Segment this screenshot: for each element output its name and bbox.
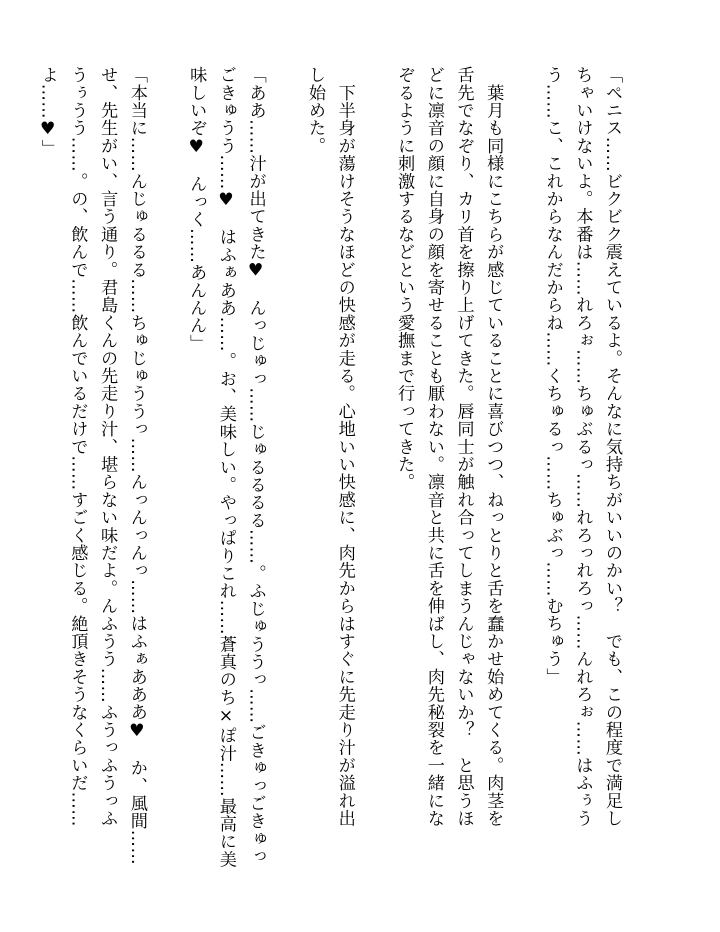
text-line: 葉月も同様にこちらが感じていることに喜びつつ、ねっとりと舌を蠢かせ始めてくる。肉茎を — [483, 66, 504, 828]
text-line: 舌先でなぞり、カリ首を擦り上げてきた。唇同士が触れ合ってしまうんじゃないか？ と思うほ — [453, 66, 474, 828]
text-line: 「ペニス……ビクビク震えているよ。そんなに気持ちがいいのかい？ でも、この程度で満足し — [602, 66, 622, 828]
text-line: うぅうう……。の、飲んで……飲んでいるだけで……すごく感じる。絶頂きそうなくらいだ…… — [67, 66, 88, 827]
text-line: 下半身が蕩けそうなほどの快感が走る。心地いい快感に、肉先からはすぐに先走り汁が溢れ出 — [334, 66, 355, 828]
text-line: ごきゅうう……♥ はふぁああ……。お、美味しい。やっぱりこれ……蒼真のち×ぽ汁……最高に美 — [215, 66, 236, 868]
text-line: 味しいぞ♥ んっく……あんんん」 — [186, 66, 207, 352]
paragraph-gap — [270, 66, 300, 856]
text-line: ぞるように刺激するなどという愛撫まで行ってきた。 — [394, 66, 415, 491]
text-line: どに凛音の顔に自身の顔を寄せることも厭わない。凛音と共に舌を伸ばし、肉先秘裂を一緒にな — [423, 66, 444, 828]
paragraph-gap — [507, 66, 537, 856]
paragraph-gap — [359, 66, 389, 856]
text-line: 「本当に……んじゅるるる……ちゅじゅううっ……んっんっんっ……はふぁあああ♥ か、風間…… — [126, 66, 147, 866]
text-line: せ、先生がい、言う通り。君島くんの先走り汁、堪らない味だよ。んふうう……ふうっふうっふ — [97, 66, 118, 828]
text-line: ちゃいけないよ。本番は……れろぉ……ちゅぶるっ……れろっれろっ……んれろぉ……はふぅう — [572, 66, 593, 827]
text-line: し始めた。 — [305, 66, 325, 155]
text-line: 「ああ……汁が出てきた♥ んっじゅっ……じゅるるるる……。ふじゅううっ……ごきゅっごきゅっ — [245, 66, 266, 866]
text-line: う……こ、これからなんだからね……くちゅるっ……ちゅぶっ……むちゅう」 — [542, 66, 563, 686]
paragraph-gap — [151, 66, 181, 856]
text-line: よ……♥」 — [37, 66, 58, 158]
vertical-text-body — [32, 66, 626, 868]
